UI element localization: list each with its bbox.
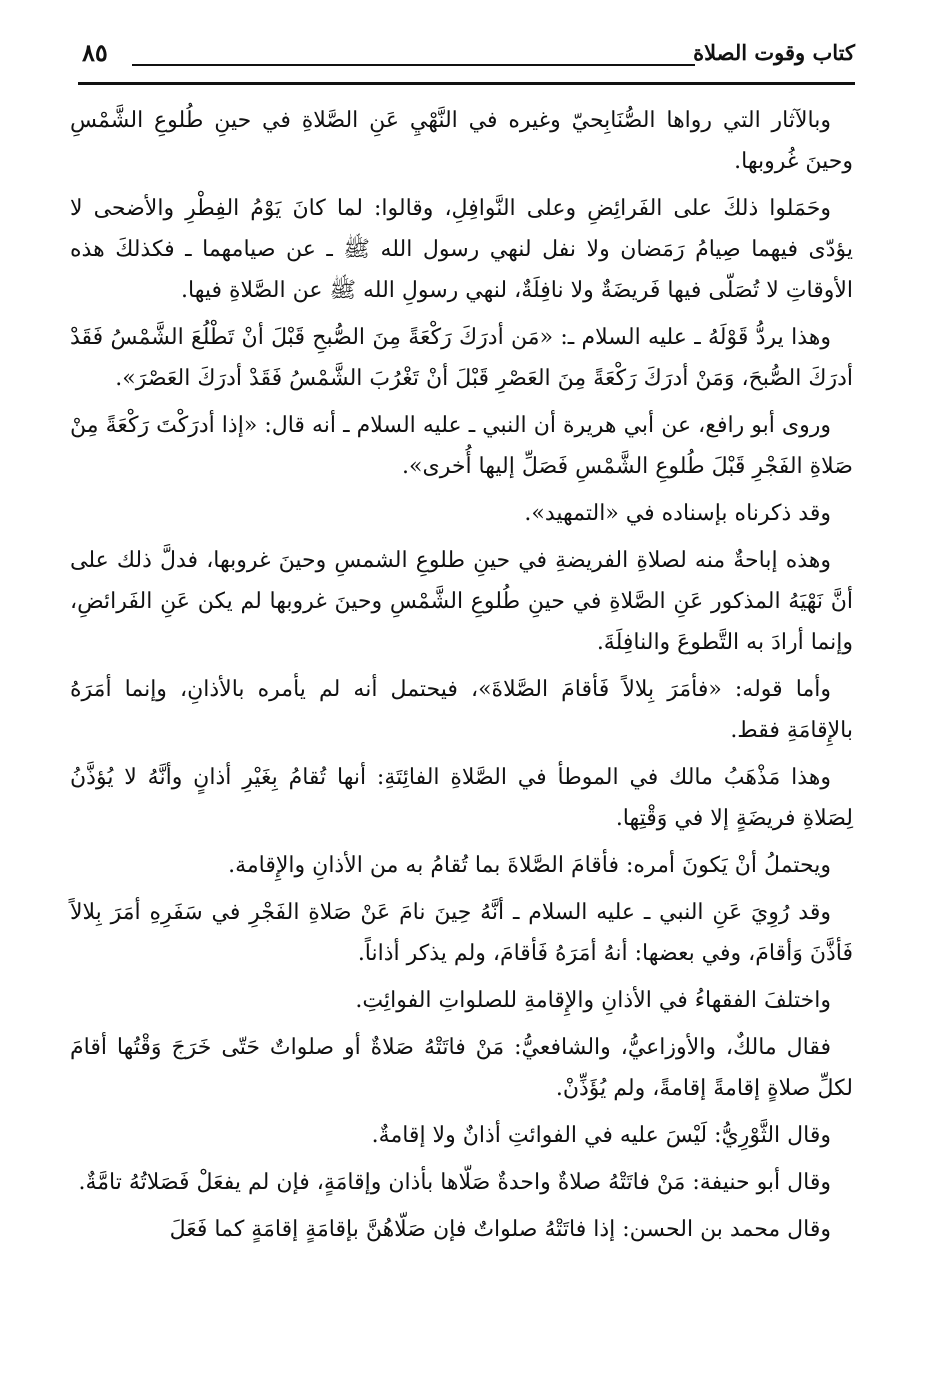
page-number: ٨٥	[82, 38, 108, 67]
paragraph: ويحتملُ أنْ يَكونَ أمره: فأقامَ الصَّلاةَ بما تُقامُ به من الأذانِ والإِقامة.	[228, 853, 831, 878]
paragraph: وقد ذكرناه بإسناده في «التمهيد».	[524, 501, 831, 526]
paragraph: وحَمَلوا ذلكَ على الفَرائِضِ وعلى النَّوافِلِ، وقالوا: لما كانَ يَوْمُ الفِطْرِ والأضحى لا يؤدّى فيهما صِيامُ رَمَضان ولا نفل لنهي رسول الله ﷺ ـ عن صيامهما ـ فكذلكَ هذه الأوقاتِ لا تُصَلّى فيها فَريضَةٌ ولا نافِلَةٌ، لنهي رسولِ الله ﷺ عن الصَّلاةِ فيها.	[70, 196, 853, 303]
page-header	[78, 38, 855, 88]
body-text	[70, 100, 853, 1256]
paragraph: وأما قوله: «فأمَرَ بِلالاً فَأقامَ الصَّلاةَ»، فيحتمل أنه لم يأمره بالأذانِ، وإنما أمَرَهُ بالإِقامَةِ فقط.	[70, 677, 853, 743]
paragraph: وقال أبو حنيفة: مَنْ فاتَتْهُ صلاةٌ واحدةٌ صَلّاها بأذان وإقامَةٍ، فإن لم يفعَلْ فَصَلاتُهُ تامَّةٌ.	[78, 1170, 831, 1195]
paragraph: وهذا مَذْهَبُ مالك في الموطأ في الصَّلاةِ الفائِتَةِ: أنها تُقامُ بِغَيْرِ أذانٍ وأنَّهُ لا يُؤذَّنُ لِصَلاةِ فريضَةٍ إلا في وَقْتِها.	[70, 765, 853, 831]
header-short-rule	[132, 64, 695, 66]
paragraph: وروى أبو رافع، عن أبي هريرة أن النبي ـ عليه السلام ـ أنه قال: «إذا أدرَكْتَ رَكْعَةً مِنْ صَلاةِ الفَجْرِ قَبْلَ طُلوعِ الشَّمْسِ فَصَلِّ إليها أُخرى».	[70, 413, 853, 479]
paragraph: وقال محمد بن الحسن: إذا فاتَتْهُ صلواتٌ فإن صَلّاهُنَّ بإقامَةٍ إقامَةٍ كما فَعَلَ	[169, 1217, 831, 1242]
running-title: كتاب وقوت الصلاة	[693, 40, 855, 65]
paragraph: وقد رُوِيَ عَنِ النبي ـ عليه السلام ـ أنَّهُ حِينَ نامَ عَنْ صَلاةِ الفَجْرِ في سَفَرِهِ أمَرَ بِلالاً فَأذَّنَ وَأقامَ، وفي بعضها: أنهُ أمَرَهُ فَأقامَ، ولم يذكر أذاناً.	[70, 900, 853, 966]
header-rule	[78, 82, 855, 85]
paragraph: فقال مالكٌ، والأوزاعيُّ، والشافعيُّ: مَنْ فاتَتْهُ صَلاةٌ أو صلواتٌ حَتّى خَرَجَ وَقْتُها أقامَ لكلِّ صلاةٍ إقامةً إقامةً، ولم يُؤَذِّنْ.	[70, 1035, 853, 1101]
paragraph: واختلفَ الفقهاءُ في الأذانِ والإِقامةِ للصلواتِ الفوائِتِ.	[355, 988, 831, 1013]
paragraph: وقال الثَّوْرِيُّ: لَيْسَ عليه في الفوائتِ أذانٌ ولا إقامةٌ.	[371, 1123, 831, 1148]
paragraph: وبالآثار التي رواها الصُّنَابِحيّ وغيره في النَّهْيِ عَنِ الصَّلاةِ في حينِ طُلوعِ الشَّمْسِ وحينَ غُروبها.	[70, 108, 853, 174]
paragraph: وهذه إباحةٌ منه لصلاةِ الفريضةِ في حينِ طلوعِ الشمسِ وحينَ غروبها، فدلَّ ذلك على أنَّ نَهْيَهُ المذكور عَنِ الصَّلاةِ في حينِ طُلوعِ الشَّمْسِ وحينَ غروبها لم يكن عَنِ الفَرائضِ، وإنما أرادَ به التَّطوعَ والنافِلَةَ.	[70, 548, 853, 655]
paragraph: وهذا يردُّ قَوْلَهُ ـ عليه السلام ـ: «مَن أدرَكَ رَكْعَةً مِنَ الصُّبحِ قَبْلَ أنْ تَطْلُعَ الشَّمْسُ فَقَدْ أدرَكَ الصُّبحَ، وَمَنْ أدرَكَ رَكْعَةً مِنَ العَصْرِ قَبْلَ أنْ تَغْرُبَ الشَّمْسُ فَقَدْ أدرَكَ العَصْرَ».	[70, 325, 853, 391]
